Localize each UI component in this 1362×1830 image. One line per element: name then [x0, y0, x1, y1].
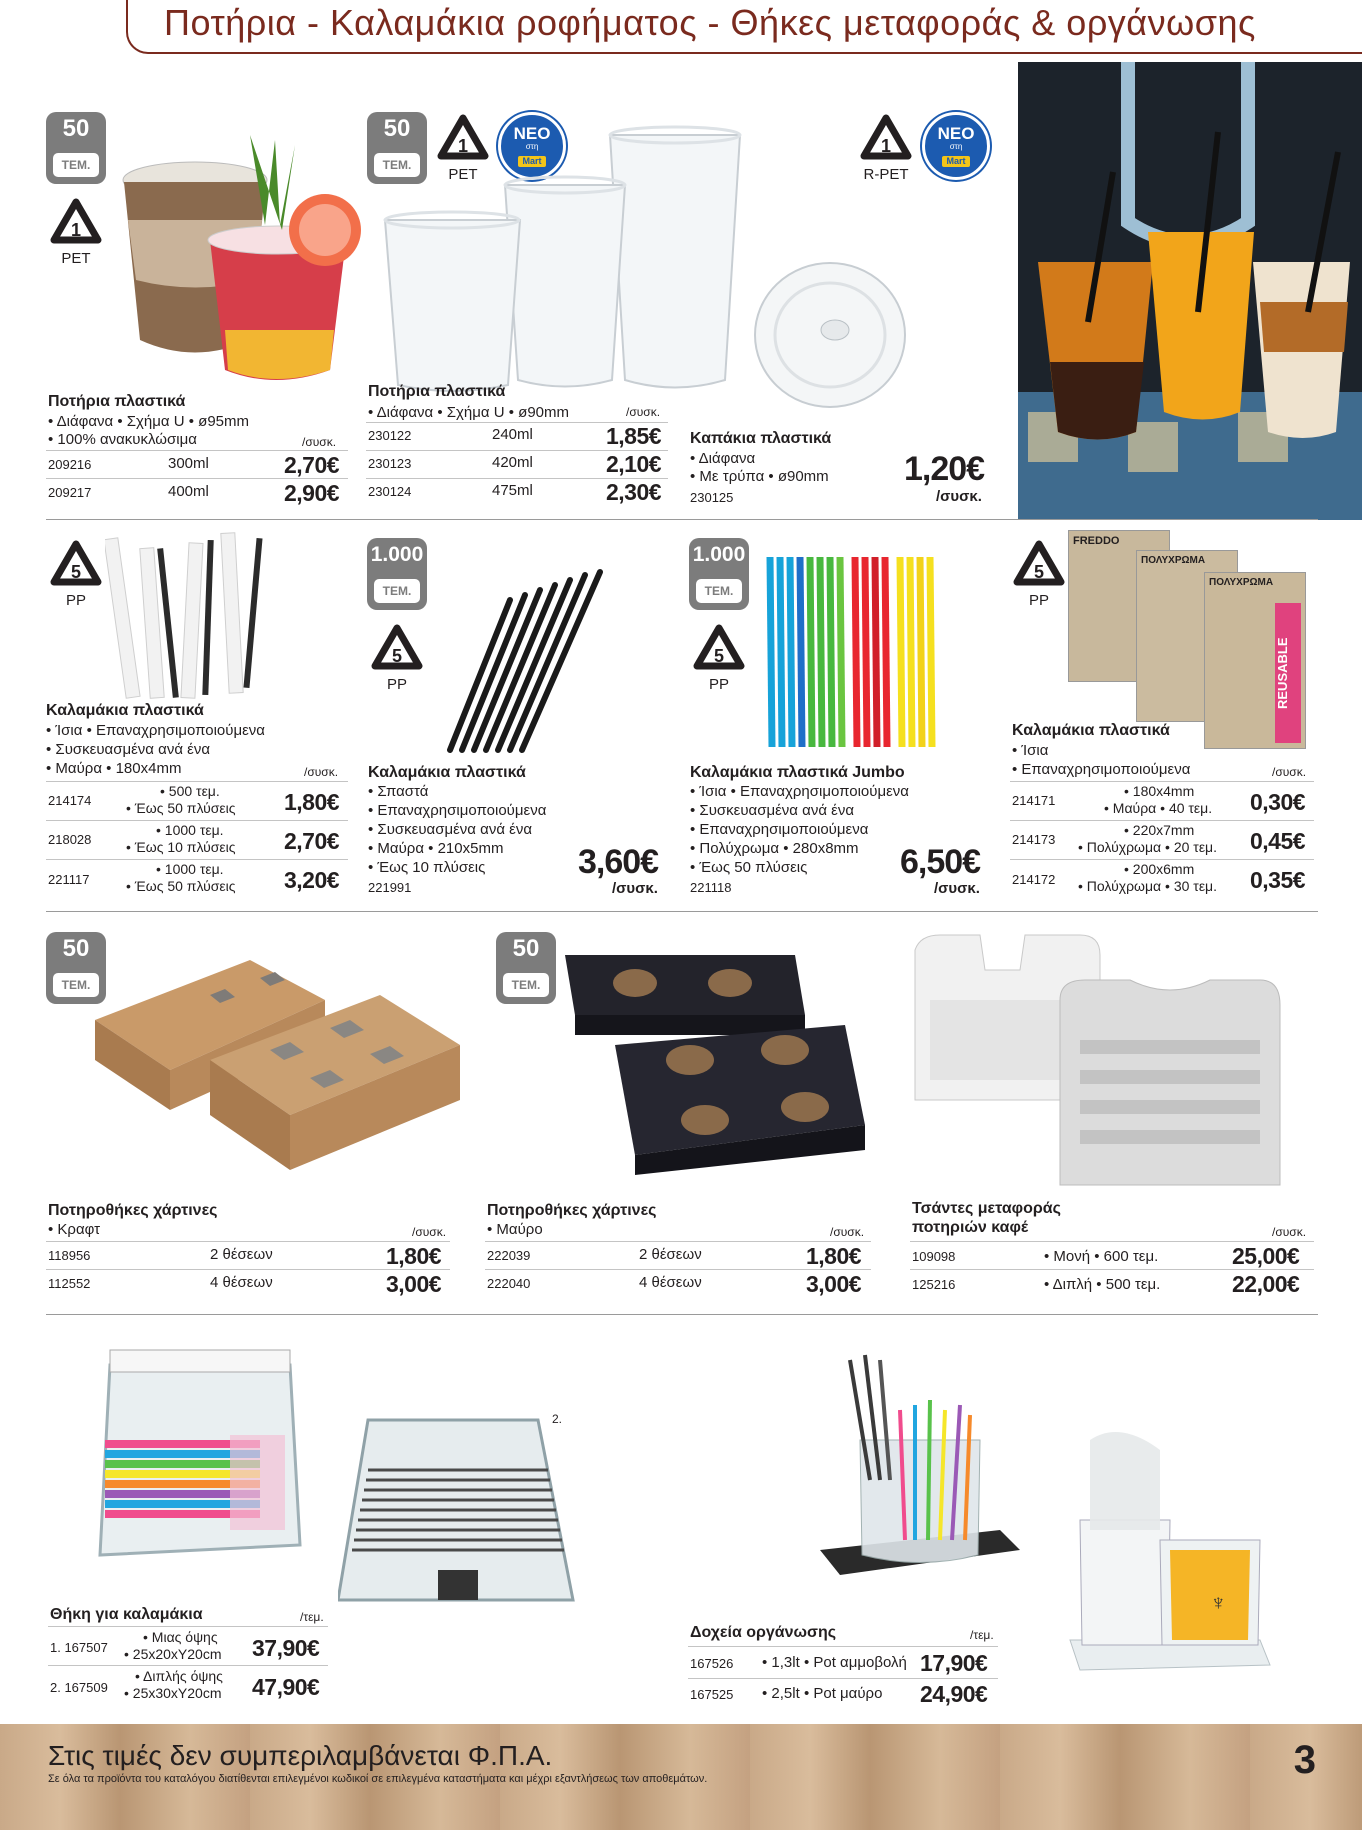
- straws-jumbo-photo: [760, 552, 950, 752]
- svg-text:5: 5: [391, 646, 403, 666]
- product-detail: • 25x20xΥ20cm: [124, 1646, 222, 1662]
- product-price: 2,70€: [284, 828, 340, 854]
- organizer-cutlery-photo: [1060, 1420, 1280, 1680]
- product-size: • Διπλή • 500 τεμ.: [1044, 1276, 1161, 1293]
- product-price: 37,90€: [252, 1635, 320, 1661]
- product-size: 2 θέσεων: [639, 1246, 702, 1263]
- straw-packs-photo: [1068, 530, 1322, 752]
- product-price: 25,00€: [1232, 1243, 1300, 1269]
- row-divider: [46, 478, 348, 479]
- unit-label: /συσκ.: [302, 435, 337, 449]
- product-code: 218028: [48, 832, 92, 847]
- product-code: 230125: [690, 490, 734, 505]
- pack-badge: 1.000 ΤΕΜ.: [689, 538, 749, 610]
- straws-c-feature: • Πολύχρωμα • 280x8mm: [690, 840, 859, 857]
- pack-label: ΠΟΛΥΧΡΩΜΑ: [1141, 555, 1206, 566]
- product-code: 167526: [690, 1656, 734, 1671]
- row-divider: [688, 1678, 998, 1679]
- row-divider: [46, 450, 348, 451]
- svg-text:5: 5: [1033, 562, 1045, 582]
- product-code: 230122: [368, 428, 412, 443]
- organizer-pot-photo: [820, 1350, 1020, 1580]
- product-detail: • 25x30xΥ20cm: [124, 1685, 222, 1701]
- product-price: 3,00€: [806, 1271, 862, 1297]
- holders-black-title: Ποτηροθήκες χάρτινες: [487, 1202, 657, 1219]
- cups90-title: Ποτήρια πλαστικά: [368, 383, 506, 400]
- svg-text:1: 1: [457, 136, 469, 156]
- product-detail: • 180x4mm: [1124, 783, 1195, 799]
- product-detail: • 500 τεμ.: [160, 783, 220, 799]
- section-divider: [46, 1314, 1318, 1315]
- product-code: 118956: [48, 1248, 91, 1263]
- svg-text:5: 5: [70, 562, 82, 582]
- product-detail: • Έως 50 πλύσεις: [126, 878, 236, 894]
- product-price: 2,70€: [284, 452, 340, 478]
- product-price: 3,60€: [578, 843, 659, 881]
- organizers-title: Δοχεία οργάνωσης: [690, 1624, 837, 1641]
- iced-drinks-photo: [1018, 62, 1362, 520]
- recycle-rpet-label: R-PET: [863, 166, 909, 183]
- page-number: 3: [1293, 1738, 1316, 1782]
- product-code: 222040: [487, 1276, 531, 1291]
- row-divider: [46, 1241, 450, 1242]
- lids-feature: • Διάφανα: [690, 450, 756, 467]
- product-code: 2. 167509: [50, 1680, 108, 1695]
- straws-bendy-photo: [430, 560, 610, 760]
- vat-notice: Στις τιμές δεν συμπεριλαμβάνεται Φ.Π.Α.: [48, 1740, 553, 1771]
- unit-label: /συσκ.: [1272, 1225, 1307, 1239]
- straws-a-title: Καλαμάκια πλαστικά: [46, 702, 204, 719]
- product-code: 209216: [48, 457, 92, 472]
- product-size: 4 θέσεων: [639, 1274, 702, 1291]
- straws-b-feature: • Μαύρα • 210x5mm: [368, 840, 504, 857]
- cups-90-photo: [380, 125, 750, 400]
- product-size: 240ml: [492, 426, 533, 443]
- pack-label: FREDDO: [1073, 535, 1120, 547]
- straw-dispenser-single-photo: [90, 1345, 310, 1575]
- bags-title: Τσάντες μεταφοράς: [912, 1200, 1061, 1217]
- unit-label: /τεμ.: [970, 1628, 994, 1642]
- product-price: 0,35€: [1250, 867, 1306, 893]
- recycle-pet-label: PET: [61, 250, 91, 267]
- product-code: 214172: [1012, 872, 1056, 887]
- product-code: 112552: [48, 1276, 91, 1291]
- product-detail: • Διπλής όψης: [135, 1668, 223, 1684]
- product-price: 0,30€: [1250, 789, 1306, 815]
- straws-d-feature: • Επαναχρησιμοποιούμενα: [1012, 761, 1191, 778]
- product-size: 300ml: [168, 455, 209, 472]
- new-at-mart-badge: ΝΕΟ στη Mart: [922, 112, 990, 180]
- product-price: 2,30€: [606, 479, 662, 505]
- product-detail: • Μαύρα • 40 τεμ.: [1104, 800, 1213, 816]
- carry-bags-photo: [910, 930, 1310, 1190]
- product-code: 222039: [487, 1248, 531, 1263]
- row-divider: [485, 1269, 871, 1270]
- product-detail: • 220x7mm: [1124, 822, 1195, 838]
- straws-d-title: Καλαμάκια πλαστικά: [1012, 722, 1170, 739]
- recycle-5-icon: [46, 538, 106, 600]
- page-title: Ποτήρια - Καλαμάκια ροφήματος - Θήκες μεταφοράς & οργάνωσης: [164, 2, 1256, 43]
- pack-badge: 50 ΤΕΜ.: [367, 112, 427, 184]
- recycle-pp-label: PP: [65, 592, 86, 609]
- recycle-pp-label: PP: [708, 676, 729, 693]
- product-detail: • Έως 10 πλύσεις: [126, 839, 236, 855]
- row-divider: [46, 1269, 450, 1270]
- product-size: 400ml: [168, 483, 209, 500]
- product-code: 214174: [48, 793, 92, 808]
- item-marker: 2.: [552, 1412, 563, 1426]
- row-divider: [48, 1626, 328, 1627]
- product-code: 230123: [368, 456, 412, 471]
- lids-feature: • Με τρύπα • ø90mm: [690, 468, 829, 485]
- straws-c-feature: • Έως 50 πλύσεις: [690, 859, 808, 876]
- straw-box-title: Θήκη για καλαμάκια: [50, 1606, 203, 1623]
- product-detail: • Μιας όψης: [143, 1629, 218, 1645]
- product-size: 475ml: [492, 482, 533, 499]
- product-price: 1,80€: [284, 789, 340, 815]
- pack-badge: 1.000 ΤΕΜ.: [367, 538, 427, 610]
- product-price: 2,90€: [284, 480, 340, 506]
- black-holders-photo: [555, 935, 875, 1175]
- row-divider: [910, 1241, 1314, 1242]
- product-code: 214173: [1012, 832, 1056, 847]
- product-code: 230124: [368, 484, 412, 499]
- cups95-title: Ποτήρια πλαστικά: [48, 393, 186, 410]
- unit-label: /συσκ.: [626, 405, 661, 419]
- product-price: 3,20€: [284, 867, 340, 893]
- unit-label: /συσκ.: [830, 1225, 865, 1239]
- svg-text:♆: ♆: [1210, 1590, 1227, 1615]
- unit-label: /συσκ.: [412, 1225, 447, 1239]
- straws-a-feature: • Ίσια • Επαναχρησιμοποιούμενα: [46, 722, 265, 739]
- straws-a-feature: • Συσκευασμένα ανά ένα: [46, 741, 211, 758]
- product-detail: • Πολύχρωμα • 30 τεμ.: [1078, 878, 1218, 894]
- cups95-feature: • Διάφανα • Σχήμα U • ø95mm: [48, 413, 249, 430]
- straws-b-feature: • Επαναχρησιμοποιούμενα: [368, 802, 547, 819]
- straws-wrapped-photo: [105, 528, 275, 703]
- holders-kraft-title: Ποτηροθήκες χάρτινες: [48, 1202, 218, 1219]
- pack-badge: 50 ΤΕΜ.: [46, 112, 106, 184]
- straws-b-feature: • Έως 10 πλύσεις: [368, 859, 486, 876]
- product-detail: • Πολύχρωμα • 20 τεμ.: [1078, 839, 1218, 855]
- product-price: 3,00€: [386, 1271, 442, 1297]
- unit-label: /συσκ.: [304, 765, 339, 779]
- recycle-pp-label: PP: [1028, 592, 1049, 609]
- new-at-mart-badge: ΝΕΟ στη Mart: [498, 112, 566, 180]
- cups95-feature: • 100% ανακυκλώσιμα: [48, 431, 197, 448]
- holders-kraft-feature: • Κραφτ: [48, 1221, 101, 1238]
- section-divider: [46, 519, 1318, 520]
- straws-c-feature: • Συσκευασμένα ανά ένα: [690, 802, 855, 819]
- product-detail: • 1000 τεμ.: [156, 861, 224, 877]
- pack-label: ΠΟΛΥΧΡΩΜΑ: [1209, 577, 1274, 588]
- product-price: 6,50€: [900, 843, 981, 881]
- kraft-holders-photo: [90, 940, 470, 1180]
- product-price: 1,80€: [806, 1243, 862, 1269]
- product-price: 24,90€: [920, 1681, 988, 1707]
- section-divider: [46, 911, 1318, 912]
- row-divider: [48, 1665, 328, 1666]
- product-price: 1,20€: [904, 450, 985, 488]
- straws-b-feature: • Συσκευασμένα ανά ένα: [368, 821, 533, 838]
- product-price: 2,10€: [606, 451, 662, 477]
- product-code: 1. 167507: [50, 1640, 108, 1655]
- product-code: 221991: [368, 880, 412, 895]
- product-price: 17,90€: [920, 1650, 988, 1676]
- recycle-1-icon: [856, 112, 916, 174]
- product-price: 0,45€: [1250, 828, 1306, 854]
- product-code: 209217: [48, 485, 92, 500]
- svg-text:1: 1: [880, 136, 892, 156]
- product-size: • 2,5lt • Pot μαύρο: [762, 1685, 883, 1702]
- lids-title: Καπάκια πλαστικά: [690, 430, 832, 447]
- product-code: 167525: [690, 1687, 734, 1702]
- product-detail: • Έως 50 πλύσεις: [126, 800, 236, 816]
- product-code: 214171: [1012, 793, 1056, 808]
- straws-c-feature: • Επαναχρησιμοποιούμενα: [690, 821, 869, 838]
- straws-c-feature: • Ίσια • Επαναχρησιμοποιούμενα: [690, 783, 909, 800]
- straws-b-feature: • Σπαστά: [368, 783, 429, 800]
- product-price: 1,85€: [606, 423, 662, 449]
- pack-badge: 50 ΤΕΜ.: [46, 932, 106, 1004]
- row-divider: [688, 1646, 998, 1647]
- straw-dispenser-double-photo: [338, 1410, 578, 1610]
- cups-95-photo: [110, 130, 380, 390]
- recycle-pet-label: PET: [448, 166, 478, 183]
- bags-title: ποτηριών καφέ: [912, 1219, 1029, 1236]
- unit-label: /συσκ.: [612, 880, 658, 897]
- unit-label: /συσκ.: [936, 488, 982, 505]
- product-detail: • 1000 τεμ.: [156, 822, 224, 838]
- product-code: 221118: [690, 880, 732, 895]
- straws-c-title: Καλαμάκια πλαστικά Jumbo: [690, 764, 905, 781]
- pack-badge: 50 ΤΕΜ.: [496, 932, 556, 1004]
- recycle-1-icon: [46, 196, 106, 258]
- recycle-pp-label: PP: [386, 676, 407, 693]
- product-size: • 1,3lt • Pot αμμοβολή: [762, 1654, 907, 1671]
- product-price: 1,80€: [386, 1243, 442, 1269]
- straws-b-title: Καλαμάκια πλαστικά: [368, 764, 526, 781]
- product-size: • Μονή • 600 τεμ.: [1044, 1248, 1159, 1265]
- product-size: 2 θέσεων: [210, 1246, 273, 1263]
- unit-label: /συσκ.: [934, 880, 980, 897]
- product-price: 22,00€: [1232, 1271, 1300, 1297]
- product-detail: • 200x6mm: [1124, 861, 1195, 877]
- product-size: 420ml: [492, 454, 533, 471]
- cups90-feature: • Διάφανα • Σχήμα U • ø90mm: [368, 404, 569, 421]
- row-divider: [910, 1269, 1314, 1270]
- straws-a-feature: • Μαύρα • 180x4mm: [46, 760, 182, 777]
- svg-text:5: 5: [713, 646, 725, 666]
- recycle-5-icon: [1009, 538, 1069, 600]
- product-price: 47,90€: [252, 1674, 320, 1700]
- unit-label: /τεμ.: [300, 1610, 324, 1624]
- product-code: 125216: [912, 1277, 956, 1292]
- product-code: 221117: [48, 872, 90, 887]
- pack-label: REUSABLE: [1275, 603, 1301, 743]
- recycle-5-icon: [367, 622, 427, 684]
- availability-disclaimer: Σε όλα τα προϊόντα του καταλόγου διατίθενται επιλεγμένοι κωδικοί σε επιλεγμένα καταστήματα και μέχρι εξαντλήσεως των αποθεμάτων.: [48, 1773, 708, 1785]
- row-divider: [485, 1241, 871, 1242]
- product-size: 4 θέσεων: [210, 1274, 273, 1291]
- straws-d-feature: • Ίσια: [1012, 742, 1049, 759]
- unit-label: /συσκ.: [1272, 765, 1307, 779]
- holders-black-feature: • Μαύρο: [487, 1221, 543, 1238]
- lid-photo: [750, 240, 910, 415]
- svg-text:1: 1: [70, 220, 82, 240]
- recycle-5-icon: [689, 622, 749, 684]
- product-code: 109098: [912, 1249, 956, 1264]
